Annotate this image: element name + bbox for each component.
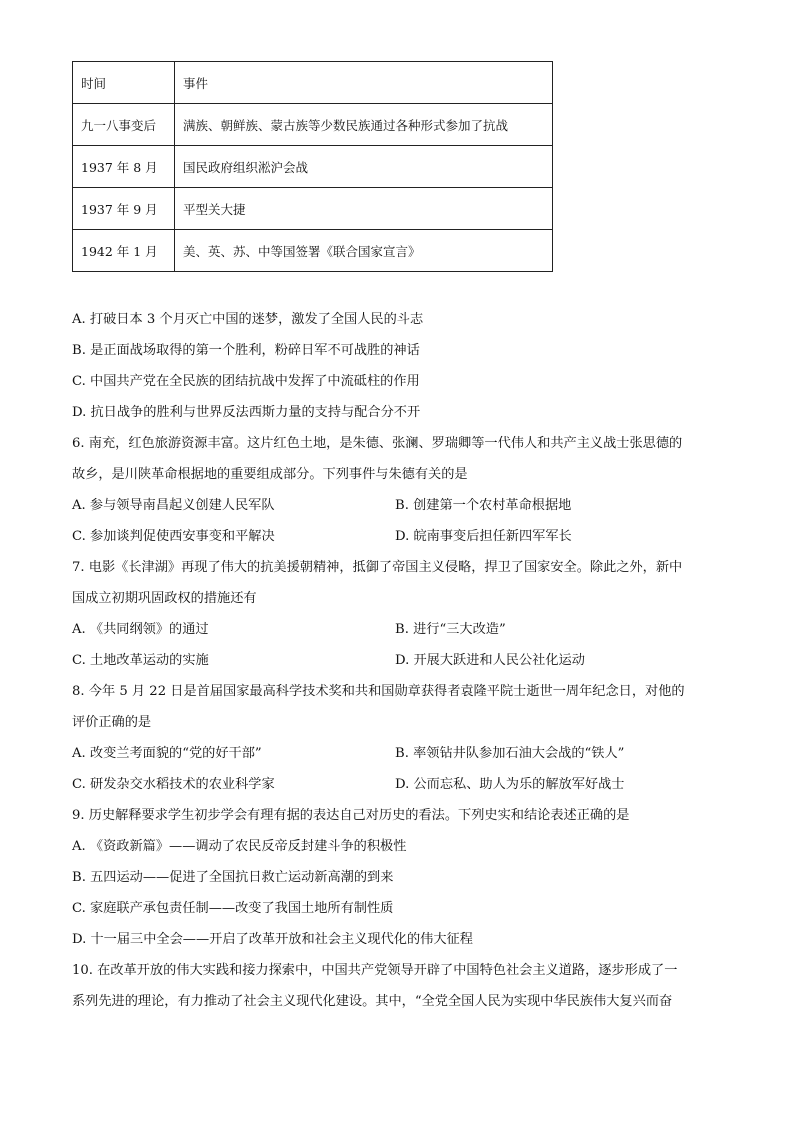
- q7-stem-line2: 国成立初期巩固政权的措施还有: [72, 591, 257, 606]
- events-table: [72, 61, 553, 272]
- q10-stem-line2: 系列先进的理论，有力推动了社会主义现代化建设。其中，“全党全国人民为实现中华民族伟大复兴而奋: [72, 994, 673, 1009]
- q8-option-d: D. 公而忘私、助人为乐的解放军好战士: [395, 777, 625, 792]
- header-time: 时间: [73, 62, 175, 104]
- q9-option-a: A. 《资政新篇》——调动了农民反帝反封建斗争的积极性: [72, 839, 407, 854]
- q5-option-c: C. 中国共产党在全民族的团结抗战中发挥了中流砥柱的作用: [72, 374, 420, 389]
- q5-option-b: B. 是正面战场取得的第一个胜利，粉碎日军不可战胜的神话: [72, 343, 420, 358]
- q5-option-a: A. 打破日本 3 个月灭亡中国的迷梦，激发了全国人民的斗志: [72, 312, 424, 327]
- q8-option-a: A. 改变兰考面貌的“党的好干部”: [72, 746, 262, 761]
- table-row: [73, 104, 553, 146]
- q6-stem-line1: 6. 南充，红色旅游资源丰富。这片红色土地，是朱德、张澜、罗瑞卿等一代伟人和共产主义战士张思德的: [72, 436, 683, 451]
- q8-option-c: C. 研发杂交水稻技术的农业科学家: [72, 777, 275, 792]
- q10-stem-line1: 10. 在改革开放的伟大实践和接力探索中，中国共产党领导开辟了中国特色社会主义道路，逐步形成了一: [72, 963, 678, 978]
- q9-option-c: C. 家庭联产承包责任制——改变了我国土地所有制性质: [72, 901, 394, 916]
- row-time: 1942 年 1 月: [73, 230, 175, 272]
- q5-option-d: D. 抗日战争的胜利与世界反法西斯力量的支持与配合分不开: [72, 405, 421, 420]
- table-row: [73, 230, 553, 272]
- row-event: 国民政府组织淞沪会战: [175, 146, 553, 188]
- q8-option-b: B. 率领钻井队参加石油大会战的“铁人”: [395, 746, 625, 761]
- q7-option-b: B. 进行“三大改造”: [395, 622, 506, 637]
- q9-option-b: B. 五四运动——促进了全国抗日救亡运动新高潮的到来: [72, 870, 394, 885]
- q7-option-c: C. 土地改革运动的实施: [72, 653, 209, 668]
- q6-stem-line2: 故乡，是川陕革命根据地的重要组成部分。下列事件与朱德有关的是: [72, 467, 468, 482]
- q9-stem-line1: 9. 历史解释要求学生初步学会有理有据的表达自己对历史的看法。下列史实和结论表述正确的是: [72, 808, 630, 823]
- q6-option-b: B. 创建第一个农村革命根据地: [395, 498, 572, 513]
- q7-stem-line1: 7. 电影《长津湖》再现了伟大的抗美援朝精神，抵御了帝国主义侵略，捍卫了国家安全。除此之外，新中: [72, 560, 683, 575]
- row-time: 1937 年 9 月: [73, 188, 175, 230]
- q8-stem-line2: 评价正确的是: [72, 715, 152, 730]
- q7-option-d: D. 开展大跃进和人民公社化运动: [395, 653, 585, 668]
- row-time: 九一八事变后: [73, 104, 175, 146]
- table-header-row: [73, 62, 553, 104]
- table-row: [73, 188, 553, 230]
- row-time: 1937 年 8 月: [73, 146, 175, 188]
- q9-option-d: D. 十一届三中全会——开启了改革开放和社会主义现代化的伟大征程: [72, 932, 473, 947]
- table-row: [73, 146, 553, 188]
- q6-option-d: D. 皖南事变后担任新四军军长: [395, 529, 572, 544]
- q6-option-c: C. 参加谈判促使西安事变和平解决: [72, 529, 275, 544]
- q8-stem-line1: 8. 今年 5 月 22 日是首届国家最高科学技术奖和共和国勋章获得者袁隆平院士逝世一周年纪念日，对他的: [72, 684, 685, 699]
- row-event: 美、英、苏、中等国签署《联合国家宣言》: [175, 230, 553, 272]
- q6-option-a: A. 参与领导南昌起义创建人民军队: [72, 498, 275, 513]
- header-event: 事件: [175, 62, 553, 104]
- row-event: 满族、朝鲜族、蒙古族等少数民族通过各种形式参加了抗战: [175, 104, 553, 146]
- row-event: 平型关大捷: [175, 188, 553, 230]
- q7-option-a: A. 《共同纲领》的通过: [72, 622, 209, 637]
